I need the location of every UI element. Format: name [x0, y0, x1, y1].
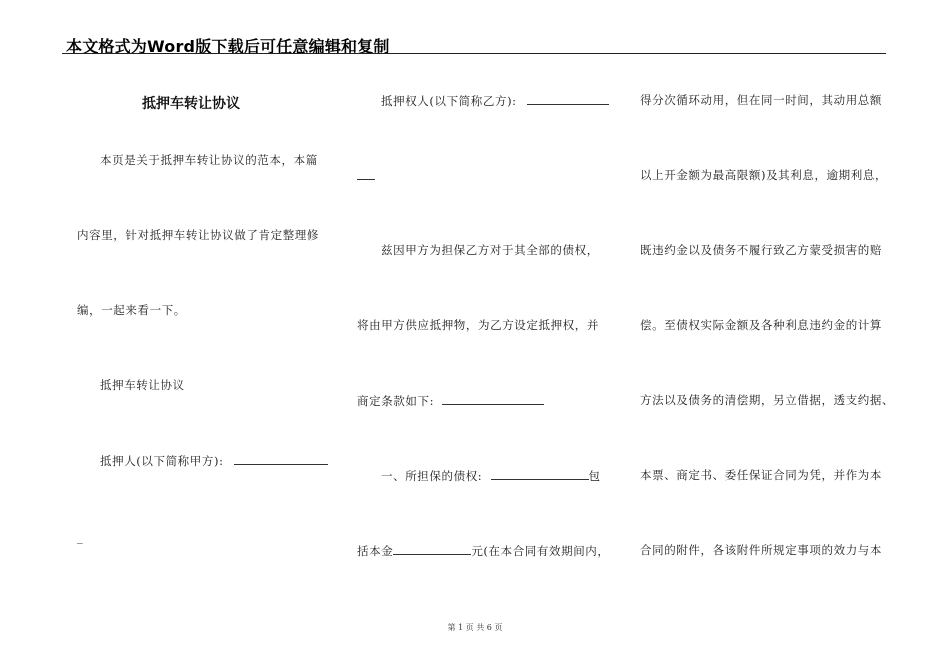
col1-line-5 — [100, 453, 328, 468]
col2-line-5 — [357, 393, 544, 408]
mortgagee-blank-continued — [357, 168, 375, 180]
col3-line-4: 偿。至债权实际金额及各种利息违约金的计算 — [640, 318, 882, 332]
col2-line-3: 兹因甲方为担保乙方对于其全部的债权， — [381, 243, 599, 257]
header-divider — [62, 53, 886, 54]
mortgagee-blank — [527, 93, 609, 105]
secured-claim-blank — [491, 468, 589, 480]
col3-line-3: 既违约金以及债务不履行致乙方蒙受损害的赔 — [640, 243, 882, 257]
col3-line-7: 合同的附件，各该附件所规定事项的效力与本 — [640, 543, 882, 557]
col1-line-1: 本页是关于抵押车转让协议的范本，本篇 — [100, 153, 318, 167]
mortgagee-label: 抵押权人(以下简称乙方): — [381, 94, 517, 108]
col2-line-7 — [357, 543, 610, 558]
col3-line-2: 以上开金额为最高限额)及其利息，逾期利息， — [640, 168, 888, 182]
terms-blank — [442, 393, 544, 405]
col1-line-3: 编，一起来看一下。 — [77, 303, 186, 317]
col2-line-1 — [381, 93, 609, 108]
col1-line-2: 内容里，针对抵押车转让协议做了肯定整理修 — [77, 228, 319, 242]
terms-label: 商定条款如下: — [357, 394, 435, 408]
col2-line-6 — [381, 468, 601, 483]
secured-claim-label: 一、所担保的债权: — [381, 469, 483, 483]
col3-line-1: 得分次循环动用，但在同一时间，其动用总额 — [640, 93, 882, 107]
document-title: 抵押车转让协议 — [142, 96, 240, 112]
principal-blank — [393, 543, 471, 555]
page-number-footer: 第 1 页 共 6 页 — [447, 623, 503, 632]
col2-line-4: 将由甲方供应抵押物，为乙方设定抵押权，并 — [357, 318, 599, 332]
principal-label: 括本金 — [357, 544, 394, 558]
principal-suffix: 元(在本合同有效期间内， — [471, 544, 610, 558]
col1-line-6: _ — [77, 530, 84, 544]
mortgagor-blank — [234, 453, 328, 465]
mortgagor-label: 抵押人(以下简称甲方): — [100, 454, 224, 468]
secured-claim-suffix: 包 — [588, 469, 601, 483]
col2-line-2 — [357, 168, 375, 183]
document-header-title: 本文格式为Word版下载后可任意编辑和复制 — [66, 37, 390, 56]
col3-line-5: 方法以及债务的清偿期，另立借据，透支约据、 — [640, 393, 895, 407]
col1-line-4: 抵押车转让协议 — [100, 378, 185, 392]
col3-line-6: 本票、商定书、委任保证合同为凭，并作为本 — [640, 468, 882, 482]
